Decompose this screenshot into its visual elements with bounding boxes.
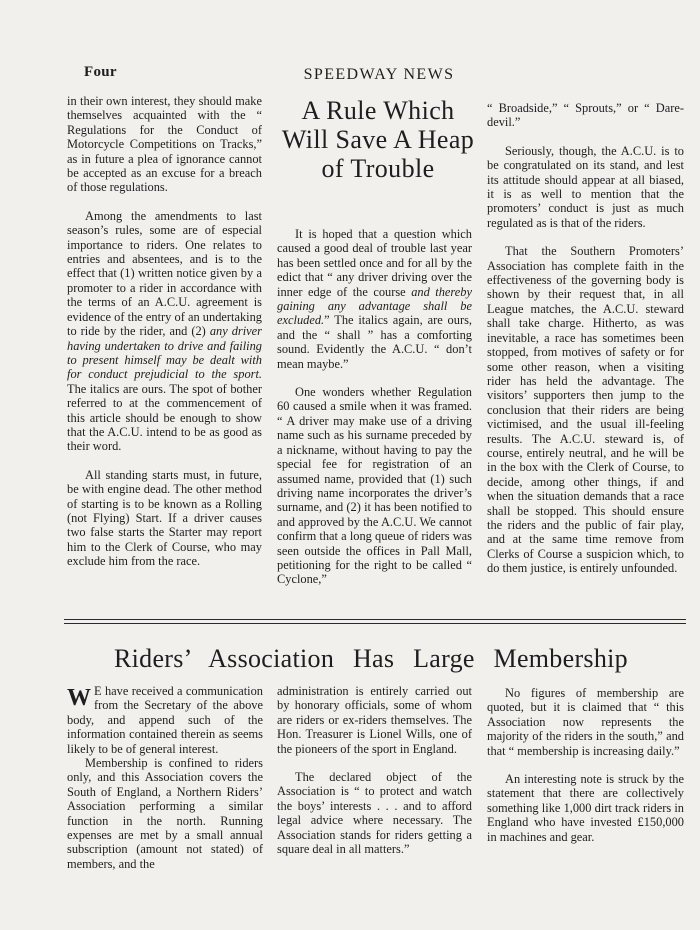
article1-headline: A Rule Which Will Save A Heap of Trouble bbox=[281, 96, 475, 183]
article1-paragraph bbox=[67, 209, 262, 454]
article1-paragraph: That the Southern Promoters’ Association has complete faith in the effectiveness of the governing body is shown by their request that, in all League matches, the A.C.U. steward shall take charge. Hitherto, as was inevitable, a race has sometimes been stopped, from motives of safety or for some other reason, when a visiting rider has held the advantage. The visitors’ supporters then jump to the conclusion that their riders are being victimised, and the usual ill-feeling results. The A.C.U. steward is, of course, entirely neutral, and he will be in the box with the Clerk of Course, to decide, among other things, if and when the situation demands that a race shall be stopped. This should ensure the riders and the public of fair play, and at the same time remove from Clerks of Course a suspicion which, to do them justice, is entirely unfounded. bbox=[487, 244, 684, 576]
drop-cap: W bbox=[67, 685, 91, 711]
article1-paragraph: One wonders whether Regulation 60 caused a smile when it was framed. “ A driver may make use of a driving name such as his surname preceded by a nickname, without having to pay the special fee for registration of an assumed name, provided that (1) such driving name incorporates the driver’s surname, and (2) it has been notified to and approved by the A.C.U. We cannot confirm that a long queue of riders was seen outside the offices in Pall Mall, petitioning for the right to be called “ Cyclone,” bbox=[277, 385, 472, 587]
article2-paragraph: Membership is confined to riders only, and this Association covers the South of England, a Northern Riders’ Association performing a similar function in the north. Running expenses are met by a small annual subscription (amount not stated) of members, and the bbox=[67, 756, 263, 871]
text-run: Among the amendments to last season’s rules, some are of especial importance to riders. One relates to entries and absentees, and is to the effect that (1) written notice given by a promoter to a rider in accordance with the terms of an A.C.U. agreement is evidence of the entry of an undertaking to ride by the rider, and (2) bbox=[67, 208, 262, 339]
article1-paragraph: All standing starts must, in future, be with engine dead. The other method of starting is to be known as a Rolling (not Flying) Start. If a driver causes two false starts the Starter may report him to the Clerk of Course, who may exclude him from the race. bbox=[67, 467, 262, 569]
article1-paragraph: “ Broadside,” “ Sprouts,” or “ Dare-devil.” bbox=[487, 101, 684, 130]
italic-text-run: any driver having undertaken to drive and failing to present himself may be dealt with for conduct prejudicial to the sport. bbox=[67, 324, 262, 382]
article2-column-1 bbox=[67, 684, 263, 871]
article1-paragraph: Seriously, though, the A.C.U. is to be congratulated on its stand, and lest its attitude should appear at all biased, it is as well to mention that the promoters’ conduct is just as much regulated as is that of the riders. bbox=[487, 143, 684, 230]
article1-paragraph bbox=[277, 227, 472, 371]
article2-column-2 bbox=[277, 684, 472, 856]
article2-paragraph bbox=[67, 684, 263, 756]
italic-text-run: and thereby gaining any advantage shall be excluded. bbox=[277, 284, 472, 328]
article2-headline: Riders’ Association Has Large Membership bbox=[114, 644, 628, 673]
article1-paragraph: in their own interest, they should make themselves acquainted with the “ Regulations for the Conduct of Motorcycle Competitions on Tracks,” as in future a plea of ignorance cannot be accepted as an excuse for a breach of those regulations. bbox=[67, 94, 262, 195]
running-title: SPEEDWAY NEWS bbox=[303, 66, 455, 83]
section-divider bbox=[64, 623, 686, 624]
article2-column-3 bbox=[487, 686, 684, 844]
article1-column-2 bbox=[277, 227, 472, 587]
section-divider bbox=[64, 619, 686, 620]
article1-column-1 bbox=[67, 94, 262, 569]
page-number: Four bbox=[84, 64, 117, 80]
article2-paragraph: administration is entirely carried out by honorary officials, some of whom are riders or ex-riders themselves. The Hon. Treasurer is Lionel Wills, one of the pioneers of the sport in England. bbox=[277, 684, 472, 756]
article2-paragraph: No figures of membership are quoted, but it is claimed that “ this Association now represents the majority of the riders in the south,” and that “ membership is increasing daily.” bbox=[487, 686, 684, 758]
text-run: ” The italics again, are ours, and the “ shall ” has a comforting sound. Evidently the A.C.U. “ don’t mean maybe.” bbox=[277, 313, 472, 371]
article1-column-3 bbox=[487, 101, 684, 576]
text-run: E have received a communication from the Secretary of the above body, and append such of the information contained therein as seems likely to be of general interest. bbox=[67, 684, 263, 756]
text-run: It is hoped that a question which caused a good deal of trouble last year has been settled once and for all by the edict that “ any driver driving over the inner edge of the course bbox=[277, 227, 472, 299]
text-run: The italics are ours. The spot of bother referred to at the commencement of this article should be enough to show that the A.C.U. intend to be as good as their word. bbox=[67, 381, 262, 454]
article2-paragraph: An interesting note is struck by the statement that there are collectively something like 1,000 dirt track riders in England who have invested £150,000 in machines and gear. bbox=[487, 772, 684, 844]
article2-paragraph: The declared object of the Association is “ to protect and watch the boys’ interests . . . and to afford legal advice where necessary. The Association stands for riders getting a square deal in all matters.” bbox=[277, 770, 472, 857]
